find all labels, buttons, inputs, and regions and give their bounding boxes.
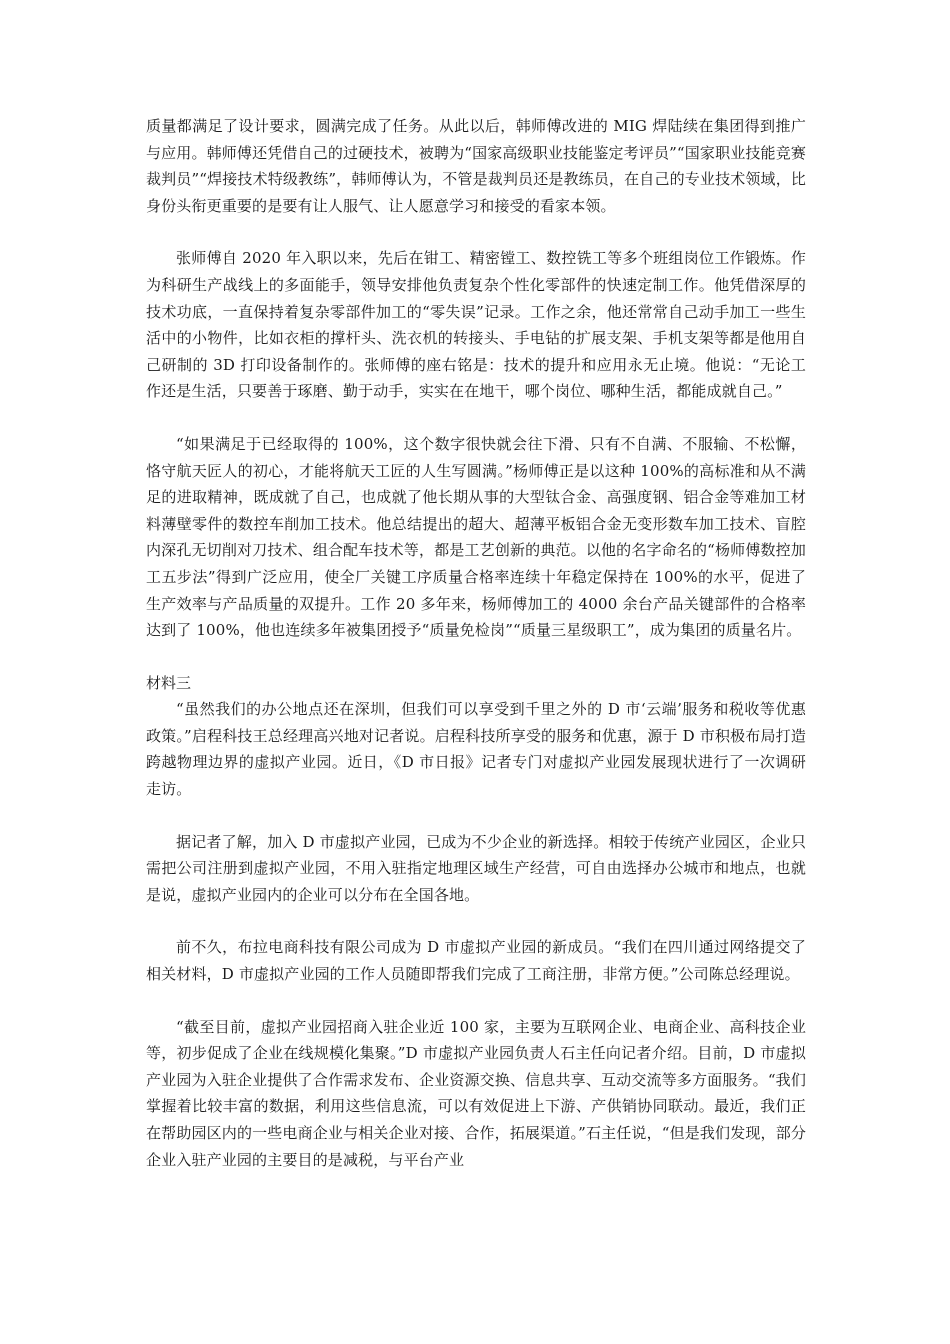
section-heading-material-three: 材料三	[146, 673, 192, 692]
paragraph-director-shi: “截至目前，虚拟产业园招商入驻企业近 100 家，主要为互联网企业、电商企业、高科技企业等，初步促成了企业在线规模化集聚。”D 市虚拟产业园负责人石主任向记者介绍。目前，D 市虚拟产业园为入驻企业提供了合作需求发布、企业资源交换、信息共享、互动交流等多方面服务。“我们掌握着比较丰富的数据，利用这些信息流，可以有效促进上下游、产供销协同联动。最近，我们正在帮助园区内的一些电商企业与相关企业对接、合作，拓展渠道。”石主任说，“但是我们发现，部分企业入驻产业园的主要目的是减税，与平台产业	[146, 1017, 806, 1169]
paragraph-yang-master: “如果满足于已经取得的 100%，这个数字很快就会往下滑、只有不自满、不服输、不松懈，恪守航天匠人的初心，才能将航天工匠的人生写圆满。”杨师傅正是以这种 100%的高标准和从不满足的进取精神，既成就了自己，也成就了他长期从事的大型钛合金、高强度钢、铝合金等难加工材料薄壁零件的数控车削加工技术。他总结提出的超大、超薄平板铝合金无变形数车加工技术、盲腔内深孔无切削对刀技术、组合配车技术等，都是工艺创新的典范。以他的名字命名的“杨师傅数控加工五步法”得到广泛应用，使全厂关键工序质量合格率连续十年稳定保持在 100%的水平，促进了生产效率与产品质量的双提升。工作 20 多年来，杨师傅加工的 4000 余台产品关键部件的合格率达到了 100%，他也连续多年被集团授予“质量免检岗”“质量三星级职工”，成为集团的质量名片。	[146, 434, 806, 640]
document-page	[146, 113, 806, 1199]
paragraph-zhang-master: 张师傅自 2020 年入职以来，先后在钳工、精密镗工、数控铣工等多个班组岗位工作锻炼。作为科研生产战线上的多面能手，领导安排他负责复杂个性化零部件的快速定制工作。他凭借深厚的技术功底，一直保持着复杂零部件加工的“零失误”记录。工作之余，他还常常自己动手加工一些生活中的小物件，比如衣柜的撑杆头、洗衣机的转接头、手电钻的扩展支架、手机支架等都是他用自己研制的 3D 打印设备制作的。张师傅的座右铭是：技术的提升和应用永无止境。他说：“无论工作还是生活，只要善于琢磨、勤于动手，实实在在地干，哪个岗位、哪种生活，都能成就自己。”	[146, 249, 806, 401]
paragraph-virtual-park-choice: 据记者了解，加入 D 市虚拟产业园，已成为不少企业的新选择。相较于传统产业园区，企业只需把公司注册到虚拟产业园，不用入驻指定地理区域生产经营，可自由选择办公城市和地点，也就是说，虚拟产业园内的企业可以分布在全国各地。	[146, 832, 806, 904]
paragraph-han-master: 质量都满足了设计要求，圆满完成了任务。从此以后，韩师傅改进的 MIG 焊陆续在集团得到推广与应用。韩师傅还凭借自己的过硬技术，被聘为“国家高级职业技能鉴定考评员”“国家职业技能竞赛裁判员”“焊接技术特级教练”，韩师傅认为，不管是裁判员还是教练员，在自己的专业技术领域，比身份头衔更重要的是要有让人服气、让人愿意学习和接受的看家本领。	[146, 117, 806, 215]
paragraph-qicheng-tech: “虽然我们的办公地点还在深圳，但我们可以享受到千里之外的 D 市‘云端’服务和税收等优惠政策。”启程科技王总经理高兴地对记者说。启程科技所享受的服务和优惠，源于 D 市积极布局打造跨越物理边界的虚拟产业园。近日，《D 市日报》记者专门对虚拟产业园发展现状进行了一次调研走访。	[146, 700, 806, 799]
paragraph-bula-ecommerce: 前不久，布拉电商科技有限公司成为 D 市虚拟产业园的新成员。“我们在四川通过网络提交了相关材料，D 市虚拟产业园的工作人员随即帮我们完成了工商注册，非常方便。”公司陈总经理说。	[146, 938, 806, 984]
